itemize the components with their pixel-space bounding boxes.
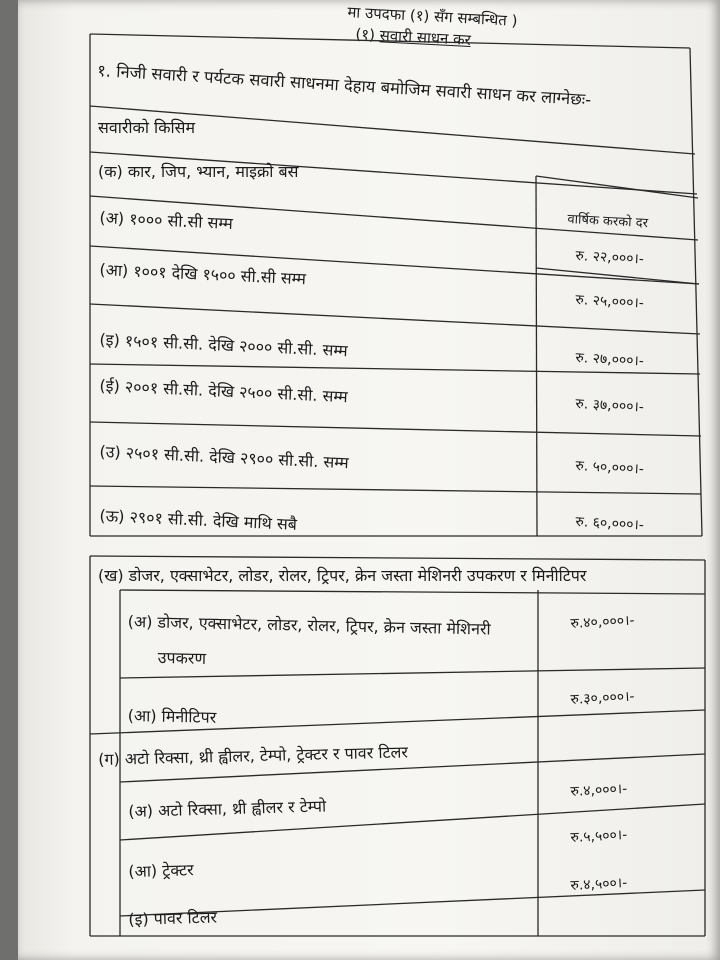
table-row-label: (अ) अटो रिक्सा, थ्री ह्वीलर र टेम्पो xyxy=(128,796,327,821)
vehicle-kind-label: सवारीको किसिम xyxy=(98,118,196,137)
tax-rate-table xyxy=(90,34,705,936)
table-row-label: (आ) मिनीटिपर xyxy=(127,705,217,727)
table-row-rate: रु.४,५००।- xyxy=(570,875,628,894)
table-row-label: (इ) पावर टिलर xyxy=(128,907,218,929)
table-row-label-continued: उपकरण xyxy=(157,647,207,669)
group-title: (ख) डोजर, एक्साभेटर, लोडर, रोलर, ट्रिपर, क्रेन जस्ता मेशिनरी उपकरण र मिनीटिपर xyxy=(98,566,587,585)
table-row-rate: रु.४,०००।- xyxy=(570,781,628,800)
table-row-rate: रु. २७,०००।- xyxy=(575,349,645,370)
table-row-label: (अ) १००० सी.सी सम्म xyxy=(99,207,234,234)
table-row-rate: रु. ५०,०००।- xyxy=(575,457,645,478)
table-row-rate: रु. २५,०००।- xyxy=(575,291,645,312)
annual-rate-header: वार्षिक करको दर xyxy=(567,211,649,232)
table-row-label: (आ) १००१ देखि १५०० सी.सी सम्म xyxy=(99,259,307,289)
group-title: (क) कार, जिप, भ्यान, माइक्रो बस xyxy=(98,162,299,181)
section-title: सवारी साधन कर xyxy=(379,26,472,50)
table-row-label: (अ) डोजर, एक्साभेटर, लोडर, रोलर, ट्रिपर, क्रेन जस्ता मेशिनरी xyxy=(127,611,491,639)
table-row-rate: रु.३०,०००।- xyxy=(570,688,635,708)
intro-text: १. निजी सवारी र पर्यटक सवारी साधनमा देहाय बमोजिम सवारी साधन कर लाग्नेछः- xyxy=(96,60,592,110)
table-row-label: (आ) ट्रेक्टर xyxy=(128,860,194,881)
table-row-rate: रु. २२,०००।- xyxy=(575,247,645,268)
group-title: (ग) अटो रिक्सा, थ्री ह्वीलर, टेम्पो, ट्रेक्टर र पावर टिलर xyxy=(98,742,409,769)
table-row-label: (उ) २५०१ सी.सी. देखि २९०० सी.सी. सम्म xyxy=(99,441,350,473)
document-page xyxy=(18,0,720,960)
table-row-rate: रु. ३७,०००।- xyxy=(575,395,645,416)
table-row-label: (ऊ) २९०१ सी.सी. देखि माथि सबै xyxy=(99,505,298,534)
section-number: (१) xyxy=(355,24,376,44)
table-row-rate: रु.४०,०००।- xyxy=(570,612,635,632)
table-row-rate: रु. ६०,०००।- xyxy=(575,513,645,534)
header-reference: मा उपदफा (१) सँग सम्बन्धित ) xyxy=(347,2,518,30)
table-row-label: (इ) १५०१ सी.सी. देखि २००० सी.सी. सम्म xyxy=(99,329,349,361)
table-row-label: (ई) २००१ सी.सी. देखि २५०० सी.सी. सम्म xyxy=(99,375,349,407)
table-row-rate: रु.५,५००।- xyxy=(570,827,628,846)
